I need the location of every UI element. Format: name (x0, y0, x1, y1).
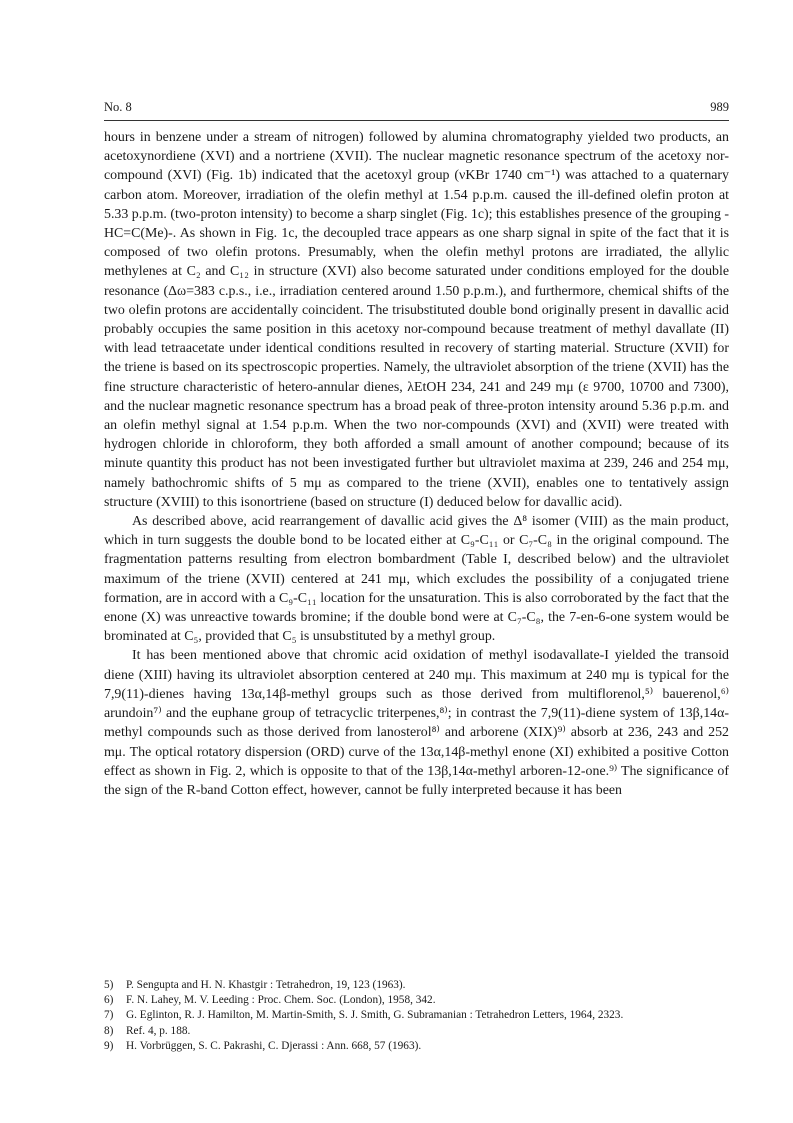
paragraph-2: As described above, acid rearrangement of davallic acid gives the Δ⁸ isomer (VIII) as the main product, which in turn suggests the double bond to be located either at C₉-C₁₁ or C₇-C₈ in the original compound. The fragmentation patterns resulting from electron bombardment (Table I, described below) and the ultraviolet maximum of the triene (XVII) centered at 241 mμ, which excludes the possibility of a conjugated triene formation, are in accord with a C₉-C₁₁ location for the unsaturation. This is also corroborated by the fact that the enone (X) was unreactive towards bromine; if the double bond were at C₇-C₈, the 7-en-6-one system would be brominated at C₅, provided that C₅ is unsubstituted by a methyl group. (104, 514, 729, 645)
paragraph-1: hours in benzene under a stream of nitrogen) followed by alumina chromatography yielded two products, an acetoxynordiene (XVI) and a nortriene (XVII). The nuclear magnetic resonance spectrum of the acetoxy nor-compound (XVI) (Fig. 1b) indicated that the acetoxyl group (νKBr 1740 cm⁻¹) was attached to a quaternary carbon atom. Moreover, irradiation of the olefin methyl at 1.54 p.p.m. caused the ill-defined olefin proton at 5.33 p.p.m. (two-proton intensity) to become a sharp singlet (Fig. 1c); this establishes presence of the grouping -HC=C(Me)-. As shown in Fig. 1c, the decoupled trace appears as one sharp signal in spite of the fact that it is composed of two olefin protons. Presumably, when the olefin methyl protons are irradiated, the allylic methylenes at C₂ and C₁₂ in structure (XVI) also become saturated under conditions employed for the double resonance (Δω=383 c.p.s., i.e., irradiation centered around 1.50 p.p.m.), and furthermore, chemical shifts of the two olefin protons are accidentally coincident. The trisubstituted double bond originally present in davallic acid probably occupies the same position in this acetoxy nor-compound because treatment of methyl davallate (II) with lead tetraacetate under identical conditions resulted in recovery of starting material. Structure (XVII) for the triene is based on its spectroscopic properties. Namely, the ultraviolet absorption of the triene (XVII) has the fine structure characteristic of hetero-annular dienes, λEtOH 234, 241 and 249 mμ (ε 9700, 10700 and 7300), and the nuclear magnetic resonance spectrum has a broad peak of three-proton intensity around 5.36 p.p.m. and an olefin methyl signal at 1.54 p.p.m. When the two nor-compounds (XVI) and (XVII) were treated with hydrogen chloride in chloroform, they both afforded a small amount of another compound; because of its minute quantity this product has not been investigated further but ultraviolet maxima at 239, 246 and 254 mμ, namely bathochromic shifts of 5 mμ as compared to the triene (XVII), enables one to tentatively assign structure (XVIII) to this isonortriene (based on structure (I) deduced below for davallic acid). (104, 130, 729, 510)
footnote-number: 9) (104, 1039, 114, 1052)
footnote-number: 7) (104, 1009, 114, 1022)
footnote-9 (104, 1039, 729, 1054)
footnote-text: F. N. Lahey, M. V. Leeding : Proc. Chem. Soc. (London), 1958, 342. (126, 994, 436, 1007)
footnote-6 (104, 993, 729, 1008)
running-header (104, 100, 729, 116)
footnote-number: 5) (104, 979, 114, 991)
footnote-text: H. Vorbrüggen, S. C. Pakrashi, C. Djerassi : Ann. 668, 57 (1963). (126, 1039, 422, 1052)
footnote-5 (104, 978, 729, 993)
issue-number: No. 8 (104, 100, 132, 114)
article-body (104, 128, 729, 800)
paragraph-3: It has been mentioned above that chromic acid oxidation of methyl isodavallate-I yielded the transoid diene (XIII) having its ultraviolet absorption centered at 240 mμ. This maximum at 240 mμ is typical for the 7,9(11)-dienes having 13α,14β-methyl groups such as those derived from multiflorenol,⁵⁾ bauerenol,⁶⁾ arundoin⁷⁾ and the euphane group of tetracyclic triterpenes,⁸⁾; in contrast the 7,9(11)-diene system of 13β,14α-methyl compounds such as those derived from lanosterol⁸⁾ and arborene (XIX)⁹⁾ absorb at 236, 243 and 252 mμ. The optical rotatory dispersion (ORD) curve of the 13α,14β-methyl enone (XI) exhibited a positive Cotton effect as shown in Fig. 2, which is opposite to that of the 13β,14α-methyl arboren-12-one.⁹⁾ The significance of the sign of the R-band Cotton effect, however, cannot be fully interpreted because it has been (104, 648, 729, 798)
footnote-8 (104, 1024, 729, 1039)
footnote-number: 8) (104, 1024, 114, 1037)
footnote-7 (104, 1008, 729, 1023)
footnote-number: 6) (104, 994, 114, 1007)
footnote-text: Ref. 4, p. 188. (126, 1024, 191, 1037)
page-number: 989 (710, 100, 729, 114)
header-rule (104, 120, 729, 121)
footnote-text: G. Eglinton, R. J. Hamilton, M. Martin-Smith, S. J. Smith, G. Subramanian : Tetrahedron Letters, 1964, 2323. (126, 1009, 624, 1022)
footnotes (104, 978, 729, 1054)
footnote-text: P. Sengupta and H. N. Khastgir : Tetrahedron, 19, 123 (1963). (126, 979, 406, 991)
